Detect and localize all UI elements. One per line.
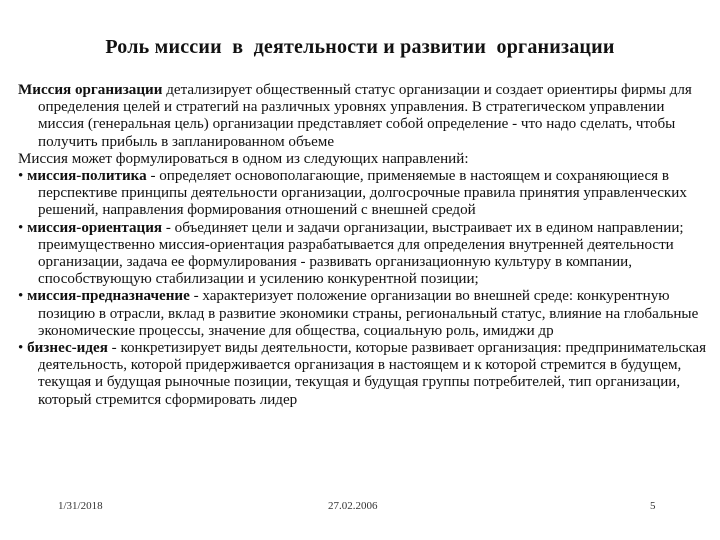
bullet-icon: • (18, 219, 28, 236)
footer-date-left: 1/31/2018 (58, 500, 103, 512)
term-mission-orientation: миссия-ориентация (27, 219, 163, 236)
term-business-idea: бизнес-идея (27, 340, 108, 357)
term-mission-purpose: миссия-предназначение (27, 288, 190, 305)
slide-body (18, 82, 710, 409)
paragraph-text: Миссия может формулироваться в одном из следующих направлений: (18, 150, 469, 167)
paragraph-text: - характеризует положение организации во внешней среде: конкурентную позицию в отрасли, вклад в развитие экономики страны, региональный статус, влияние на глобальные экономические процессы, значение для общества, социальную роль, имиджи др (38, 288, 699, 339)
term-mission-organization: Миссия организации (18, 82, 163, 98)
list-item-mission-orientation (18, 220, 710, 289)
list-item-business-idea (18, 340, 710, 409)
bullet-icon: • (18, 168, 28, 185)
paragraph-text: - объединяет цели и задачи организации, выстраивает их в едином направлении; преимущественно миссия-ориентация разрабатывается для определения внутренней деятельности организации, задача ее формулирования - развивать организационную культуру в компании, способствующую стабилизации и усилению конкурентной позиции; (38, 219, 684, 288)
term-mission-policy: миссия-политика (27, 168, 147, 185)
list-item-mission-policy (18, 168, 710, 220)
paragraph-text: - конкретизирует виды деятельности, которые развивает организация: предпринимательская деятельность, которой придерживается организация в настоящем и к которой стремится в будущем, текущая и будущая рыночные позиции, текущая и будущая группы потребителей, тип организации, который стремится сформировать лидер (38, 340, 707, 408)
paragraph-directions-intro (18, 151, 710, 168)
slide-title: Роль миссии в деятельности и развитии организации (105, 36, 615, 58)
footer-page-number: 5 (650, 500, 656, 512)
paragraph-text: детализирует общественный статус организации и создает ориентиры фирмы для определения целей и стратегий на различных уровнях управления. В стратегическом управлении миссия (генеральная цель) организации представляет собой определение - что надо сделать, чтобы получить прибыль в запланированном объеме (38, 82, 692, 150)
bullet-icon: • (18, 340, 28, 357)
footer-date-center: 27.02.2006 (328, 500, 378, 512)
paragraph-mission-definition (18, 82, 710, 151)
bullet-icon: • (18, 288, 28, 305)
paragraph-text: - определяет основополагающие, применяемые в настоящем и сохраняющиеся в перспективе принципы деятельности организации, долгосрочные правила принятия управленческих решений, направления формирования отношений с внешней средой (38, 168, 687, 219)
list-item-mission-purpose (18, 288, 710, 340)
